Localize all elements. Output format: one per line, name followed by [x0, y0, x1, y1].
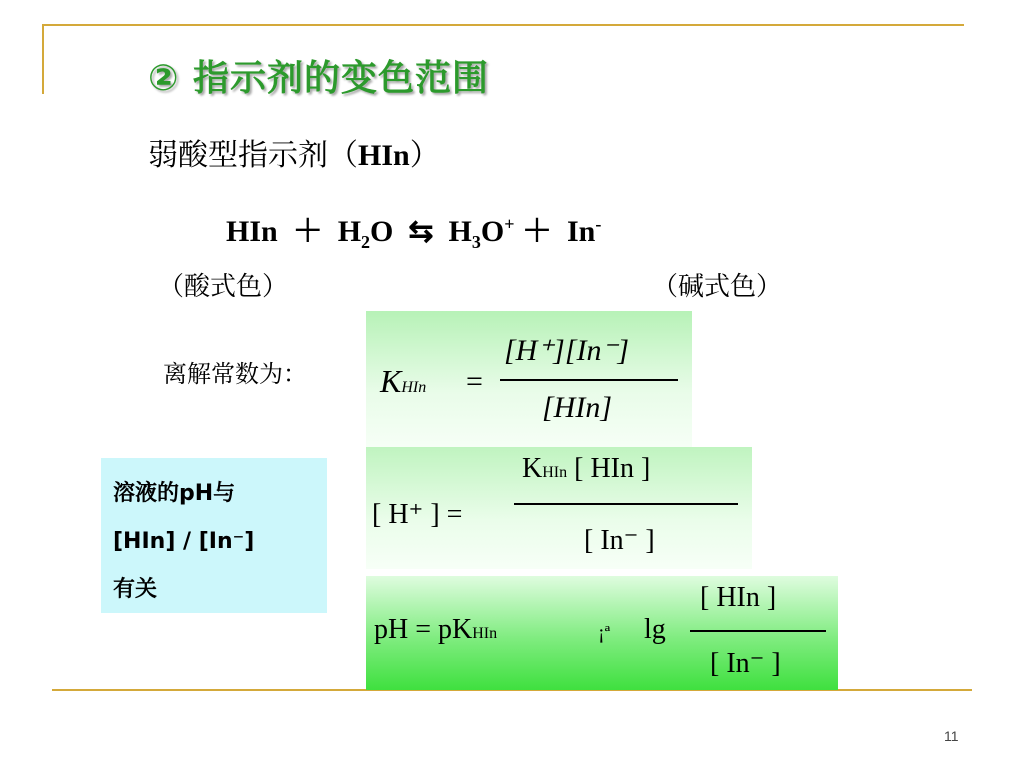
ka-denominator: [HIn] — [542, 391, 613, 424]
equals-sign: = — [466, 365, 483, 398]
h-denominator: [ In⁻ ] — [584, 525, 655, 556]
ph-lhs: pH = pKHIn — [374, 614, 498, 645]
reactant-hin: HIn — [226, 215, 278, 248]
frame-line-top — [42, 24, 964, 26]
frame-line-left — [42, 24, 44, 94]
page-number: 11 — [944, 728, 959, 744]
h-numerator: KHIn [ HIn ] — [522, 453, 651, 484]
ka-numerator: [H⁺][In⁻] — [504, 334, 630, 367]
acid-color-label: （酸式色） — [158, 272, 289, 302]
h-lhs: [ H⁺ ] = — [372, 499, 463, 530]
note-line: 有关 — [113, 577, 158, 602]
subtitle-suffix: ） — [409, 138, 440, 173]
ph-note-box — [101, 458, 327, 613]
plus-sign: ＋ — [292, 215, 323, 248]
lg-text: lg — [644, 614, 666, 645]
ph-numerator: [ HIn ] — [700, 582, 777, 613]
subtitle-prefix: 弱酸型指示剂（ — [148, 138, 358, 173]
dissociation-constant-label: 离解常数为： — [163, 360, 307, 388]
formula-box-h — [366, 447, 752, 569]
note-line: 溶液的pH与 — [113, 481, 236, 506]
reaction-equation — [226, 206, 601, 253]
garbled-minus: ¡ª — [598, 622, 611, 644]
plus-sign: ＋ — [521, 215, 552, 248]
formula-box-ka — [366, 311, 692, 447]
note-line: [HIn] / [In⁻] — [113, 529, 255, 554]
base-color-label: （碱式色） — [652, 272, 783, 302]
fraction-bar — [500, 379, 678, 381]
ka-symbol: KHIn — [380, 363, 427, 399]
fraction-bar — [514, 503, 738, 505]
hydronium: $H_3O^+$ — [448, 214, 515, 252]
slide-subtitle — [148, 130, 440, 174]
ph-denominator: [ In⁻ ] — [710, 648, 781, 679]
fraction-bar — [690, 630, 826, 632]
slide-title: ② 指示剂的变色范围 — [148, 58, 490, 99]
formula-box-ph — [366, 576, 838, 690]
product-in: In- — [566, 214, 602, 248]
water: $H_2O$ — [337, 215, 394, 252]
equilibrium-arrow: ⇆ — [408, 215, 434, 248]
subtitle-formula: HIn — [358, 139, 410, 172]
